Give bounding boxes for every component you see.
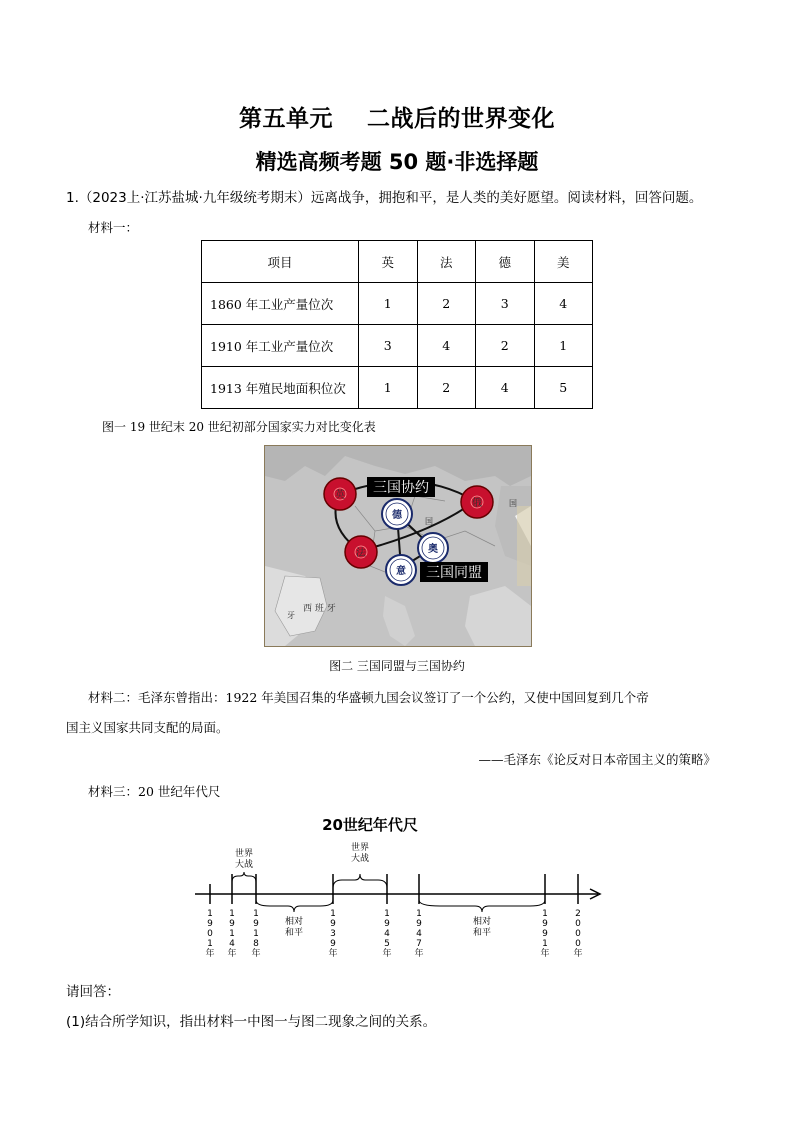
- node-label-russia: 俄: [472, 498, 482, 509]
- node-germany: [382, 499, 412, 529]
- please-answer: 请回答：: [66, 984, 120, 1000]
- question-intro: 1.（2023上·江苏盐城·九年级统考期末）远离战争，拥抱和平，是人类的美好愿望。阅读材料，回答问题。: [66, 190, 703, 206]
- node-label-austria: 奥: [428, 544, 438, 555]
- timeline-title: 20世纪年代尺: [322, 816, 418, 834]
- year-labels: [205, 909, 582, 959]
- table-header-cell: 德: [476, 241, 535, 283]
- year-label: 1 9 4 5 年: [382, 909, 392, 959]
- node-italy: [386, 555, 416, 585]
- node-label-germany: 德: [392, 510, 402, 521]
- map-country-label-portugal: 牙: [287, 611, 295, 620]
- page-subtitle: 精选高频考题 50 题·非选择题: [255, 150, 539, 174]
- entente-label: 三国协约: [373, 480, 429, 496]
- year-label: 1 9 0 1 年: [205, 909, 215, 959]
- sub-question-1: (1)结合所学知识，指出材料一中图一与图二现象之间的关系。: [66, 1014, 437, 1030]
- table-header-cell: 项目: [202, 241, 359, 283]
- table-cell: 2: [417, 367, 476, 409]
- unit-title: 第五单元 二战后的世界变化: [238, 106, 556, 132]
- table-cell: 1: [359, 283, 418, 325]
- node-russia: [461, 486, 493, 518]
- table-cell: 1860 年工业产量位次: [202, 283, 359, 325]
- node-label-france: 法: [356, 548, 366, 559]
- material2-line1: 材料二：毛泽东曾指出：1922 年美国召集的华盛顿九国会议签订了一个公约，又使中国回复到几个帝: [88, 690, 649, 705]
- table-header-row: [202, 241, 593, 283]
- table-cell: 4: [476, 367, 535, 409]
- table-row: [202, 367, 593, 409]
- year-label: 1 9 3 9 年: [328, 909, 338, 959]
- century-timeline: [190, 810, 610, 970]
- table-header-cell: 美: [534, 241, 593, 283]
- strength-table: [201, 240, 593, 409]
- year-label: 1 9 1 8 年: [251, 909, 261, 959]
- node-britain: [324, 478, 356, 510]
- war-label-1: 世界大战: [234, 849, 254, 870]
- map-country-label: 国: [425, 517, 433, 526]
- node-label-britain: 英: [335, 490, 345, 501]
- table-row: [202, 283, 593, 325]
- war-label-2: 世界大战: [350, 843, 370, 864]
- table-cell: 3: [359, 325, 418, 367]
- material2-source: ——毛泽东《论反对日本帝国主义的策略》: [478, 752, 716, 767]
- alliance-label: 三国同盟: [426, 565, 482, 581]
- peace-label-2: 相对和平: [472, 917, 492, 938]
- timeline-graphic: [190, 810, 610, 970]
- alliance-map: [264, 445, 532, 647]
- year-label: 2 0 0 0 年: [573, 909, 583, 959]
- year-label: 1 9 9 1 年: [540, 909, 550, 959]
- material1-label: 材料一：: [88, 220, 139, 235]
- table-header-cell: 法: [417, 241, 476, 283]
- year-label: 1 9 4 7 年: [414, 909, 424, 959]
- table-cell: 2: [417, 283, 476, 325]
- table-cell: 1910 年工业产量位次: [202, 325, 359, 367]
- figure1-caption: 图一 19 世纪末 20 世纪初部分国家实力对比变化表: [102, 420, 376, 434]
- node-label-italy: 意: [396, 566, 406, 577]
- table-cell: 5: [534, 367, 593, 409]
- node-france: [345, 536, 377, 568]
- table-cell: 1913 年殖民地面积位次: [202, 367, 359, 409]
- peace-label-1: 相对和平: [284, 917, 304, 938]
- material3-label: 材料三：20 世纪年代尺: [88, 784, 221, 799]
- year-label: 1 9 1 4 年: [227, 909, 237, 959]
- table-cell: 2: [476, 325, 535, 367]
- table-header-cell: 英: [359, 241, 418, 283]
- node-austria: [418, 533, 448, 563]
- table-cell: 4: [534, 283, 593, 325]
- figure2-caption: 图二 三国同盟与三国协约: [329, 659, 465, 673]
- material2-line2: 国主义国家共同支配的局面。: [66, 720, 229, 735]
- table-cell: 4: [417, 325, 476, 367]
- map-country-label-spain: 西 班 牙: [303, 604, 336, 614]
- europe-map-graphic: [265, 446, 531, 646]
- table-row: [202, 325, 593, 367]
- table-cell: 1: [359, 367, 418, 409]
- table-cell: 3: [476, 283, 535, 325]
- table-cell: 1: [534, 325, 593, 367]
- map-country-label: 国: [509, 499, 517, 508]
